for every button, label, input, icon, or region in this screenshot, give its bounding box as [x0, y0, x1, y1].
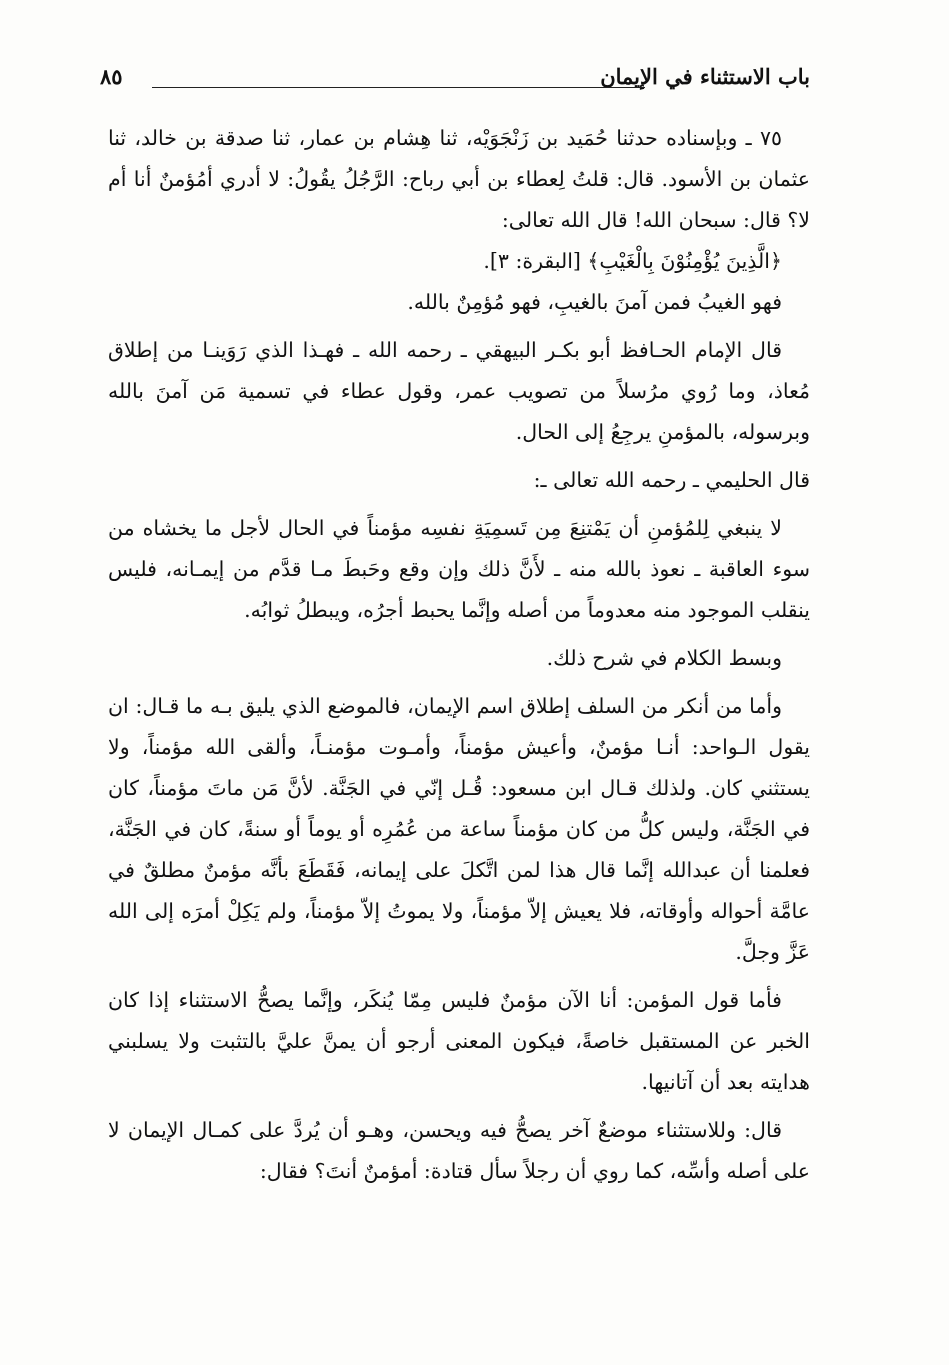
paragraph-ghayb: فهو الغيبُ فمن آمنَ بالغيبِ، فهو مُؤمِنٌ بالله.	[407, 290, 782, 314]
paragraph-istithna: قال: وللاستثناء موضعٌ آخر يصحُّ فيه ويحسن، وهـو أن يُردَّ على كمـال الإيمان لا على أصله وأسِّه، كما روي أن رجلاً سأل قتادة: أمؤمنٌ أنتَ؟ فقال:	[108, 1118, 810, 1183]
page-body	[108, 118, 810, 1192]
paragraph-halimi-heading: قال الحليمي ـ رحمه الله تعالى ـ:	[533, 468, 810, 492]
running-title: باب الاستثناء في الإيمان	[600, 64, 810, 89]
page-header	[100, 58, 810, 98]
quran-quote: ﴿الَّذِينَ يُؤْمِنُوْنَ بِالْغَيْبِ﴾ [البقرة: ٣].	[483, 249, 782, 273]
paragraph-believer-statement: فأما قول المؤمن: أنا الآن مؤمنٌ فليس مِمّا يُنكَر، وإنَّما يصحُّ الاستثناء إذا كان الخبر عن المستقبل خاصةً، فيكون المعنى أرجو أن يمنَّ عليَّ بالتثبت ولا يسلبني هدايته بعد أن آتانيها.	[108, 988, 810, 1094]
paragraph-hadith-75: ٧٥ ـ وبإسناده حدثنا حُمَيد بن زَنْجَوَيْه، ثنا هِشام بن عمار، ثنا صدقة بن خالد، ثنا عثمان بن الأسود. قال: قلتُ لِعطاء بن أبي رباح: الرَّجُلُ يقُولُ: لا أدري أمُؤمنٌ أنا أم لا؟ قال: سبحان الله! قال الله تعالى:	[108, 126, 810, 232]
paragraph-halimi-quote: لا ينبغي لِلمُؤمنِ أن يَمْتنِعَ مِن تَسمِيَةِ نفسِه مؤمناً في الحال لأجل ما يخشاه من سوء العاقبة ـ نعوذ بالله منه ـ لأَنَّ ذلك وإن وقع وحَبطَ مـا قدَّم من إيمـانه، فليس ينقلب الموجود منه معدوماً من أصله وإنَّما يحبط أجرُه، ويبطلُ ثوابُه.	[108, 516, 810, 622]
paragraph-explanation: وبسط الكلام في شرح ذلك.	[546, 646, 782, 670]
paragraph-bayhaqi: قال الإمام الحـافظ أبو بكـر البيهقي ـ رحمه الله ـ فهـذا الذي رَوَينـا من إطلاق مُعاذ، وما رُوي مرُسلاً من تصويب عمر، وقول عطاء في تسمية مَن آمنَ بالله وبرسوله، بالمؤمنِ يرجِعُ إلى الحال.	[108, 338, 810, 444]
header-rule	[152, 87, 645, 88]
paragraph-salaf: وأما من أنكر من السلف إطلاق اسم الإيمان، فالموضع الذي يليق بـه ما قـال: ان يقول الـواحد: أنـا مؤمنٌ، وأعيش مؤمناً، وأمـوت مؤمنـاً، وألقى الله مؤمناً، ولا يستثني كان. ولذلك قـال ابن مسعود: قُـل إنّي في الجَنَّة. لأنَّ مَن ماتَ مؤمناً، كان في الجَنَّة، وليس كلُّ من كان مؤمناً ساعة من عُمُرِه أو يوماً أو سنةً، كان في الجَنَّة، فعلمنا أن عبدالله إنَّما قال هذا لمن اتَّكلَ على إيمانه، فَقَطَعَ بأنَّه مؤمنٌ مطلقٌ في عامَّة أحواله وأوقاته، فلا يعيش إلاّ مؤمناً، ولا يموتُ إلاّ مؤمناً، ولم يَكِلْ أمرَه إلى الله عَزَّ وجلَّ.	[108, 694, 810, 964]
page-number: ٨٥	[100, 64, 123, 89]
